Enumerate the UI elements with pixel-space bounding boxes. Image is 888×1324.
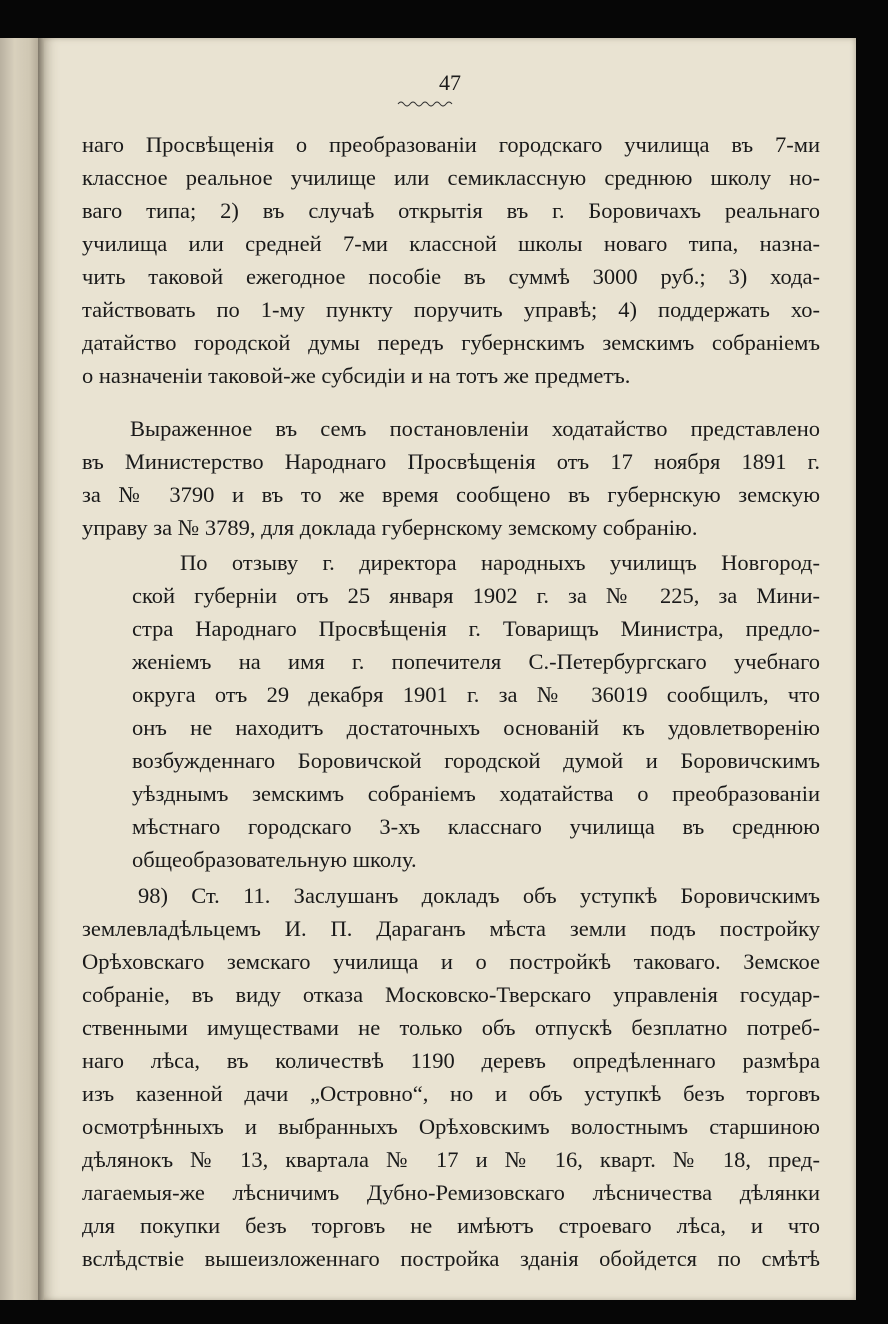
text-line: классное реальное училище или семиклассную среднюю школу но- — [82, 165, 820, 190]
facing-page-edge — [0, 38, 42, 1300]
text-line: тайствовать по 1-му пункту поручить управѣ; 4) поддержать хо- — [82, 297, 820, 322]
text-line: общеобразовательную школу. — [132, 847, 417, 872]
text-line: дѣлянокъ № 13, квартала № 17 и № 16, кварт. № 18, пред- — [82, 1147, 820, 1172]
text-line: для покупки безъ торговъ не имѣютъ строеваго лѣса, и что — [82, 1213, 820, 1238]
text-line: ственными имуществами не только объ отпускѣ безплатно потреб- — [82, 1015, 820, 1040]
text-line: Орѣховскаго земскаго училища и о постройкѣ таковаго. Земское — [82, 949, 820, 974]
text-line: женіемъ на имя г. попечителя С.-Петербургскаго учебнаго — [132, 649, 820, 674]
text-line: онъ не находитъ достаточныхъ основаній къ удовлетворенію — [132, 715, 820, 740]
text-line: Выраженное въ семъ постановленіи ходатайство представлено — [130, 416, 820, 441]
text-line: 98) Ст. 11. Заслушанъ докладъ объ уступкѣ Боровичскимъ — [138, 883, 820, 908]
text-line: землевладѣльцемъ И. П. Дараганъ мѣста земли подъ постройку — [82, 916, 820, 941]
text-line: округа отъ 29 декабря 1901 г. за № 36019 сообщилъ, что — [132, 682, 820, 707]
text-line: училища или средней 7-ми классной школы новаго типа, назна- — [82, 231, 820, 256]
text-line: изъ казенной дачи „Островно“, но и объ уступкѣ безъ торговъ — [82, 1081, 820, 1106]
text-line: собраніе, въ виду отказа Московско-Тверскаго управленія государ- — [82, 982, 820, 1007]
text-line: вслѣдствіе вышеизложеннаго постройка зданія обойдется по смѣтѣ — [82, 1246, 820, 1271]
book-page — [44, 38, 856, 1300]
text-line: наго Просвѣщенія о преобразованіи городскаго училища въ 7-ми — [82, 132, 820, 157]
text-line: ваго типа; 2) въ случаѣ открытія въ г. Боровичахъ реальнаго — [82, 198, 820, 223]
text-line: чить таковой ежегодное пособіе въ суммѣ 3000 руб.; 3) хода- — [82, 264, 820, 289]
text-line: управу за № 3789, для доклада губернскому земскому собранію. — [82, 515, 698, 540]
text-line: наго лѣса, въ количествѣ 1190 деревъ опредѣленнаго размѣра — [82, 1048, 820, 1073]
text-line: уѣзднымъ земскимъ собраніемъ ходатайства о преобразованіи — [132, 781, 820, 806]
text-line: въ Министерство Народнаго Просвѣщенія отъ 17 ноября 1891 г. — [82, 449, 820, 474]
text-line: датайство городской думы передъ губернскимъ земскимъ собраніемъ — [82, 330, 820, 355]
text-line: мѣстнаго городскаго 3-хъ класснаго училища въ среднюю — [132, 814, 820, 839]
text-line: за № 3790 и въ то же время сообщено въ губернскую земскую — [82, 482, 820, 507]
text-line: осмотрѣнныхъ и выбранныхъ Орѣховскимъ волостнымъ старшиною — [82, 1114, 820, 1139]
text-line: стра Народнаго Просвѣщенія г. Товарищъ Министра, предло- — [132, 616, 820, 641]
text-line: лагаемыя-же лѣсничимъ Дубно-Ремизовскаго лѣсничества дѣлянки — [82, 1180, 820, 1205]
page-number-ornament — [396, 100, 456, 108]
text-line: ской губерніи отъ 25 января 1902 г. за № 225, за Мини- — [132, 583, 820, 608]
text-line: По отзыву г. директора народныхъ училищъ Новгород- — [180, 550, 820, 575]
page-number: 47 — [439, 70, 461, 95]
text-line: о назначеніи таковой-же субсидіи и на тотъ же предметъ. — [82, 363, 631, 388]
text-line: возбужденнаго Боровичской городской думой и Боровичскимъ — [132, 748, 820, 773]
